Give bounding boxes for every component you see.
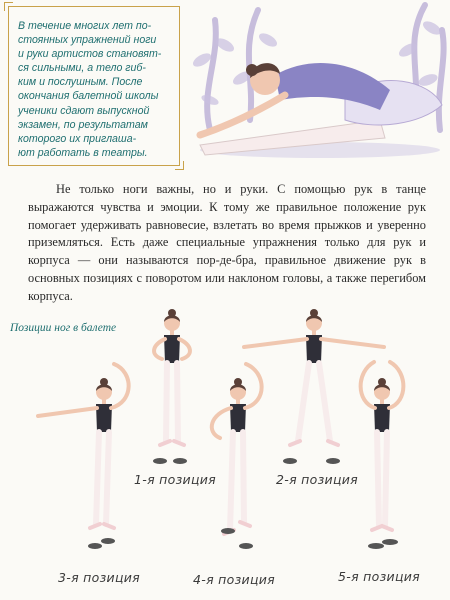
dancer-position-2 (244, 309, 384, 464)
main-paragraph: Не только ноги важны, но и руки. С помощью рук в танце выражаются чувства и эмоции. К тому же правильное положение рук помогает удерживать равновесие, взлетать во время прыжков и уверенно приземляться. Есть даже специальные упражнения только для рук и корпуса — они называются пор-де-бра, правильное движение рук в основных позициях с поворотом или наклоном головы, а также перегибом корпуса. (28, 182, 426, 303)
dancer-position-1 (153, 309, 190, 464)
section-title: Позиции ног в балете (10, 322, 117, 334)
dancer-position-5 (361, 362, 404, 549)
position-label-2: 2-я позиция (276, 472, 358, 487)
intro-line: и руки артистов становят- (18, 48, 162, 61)
intro-line: ся сильными, а тело гиб- (18, 62, 146, 75)
intro-line: В течение многих лет по- (18, 20, 152, 32)
position-label-4: 4-я позиция (193, 572, 275, 587)
intro-line: ким и послушным. После (18, 76, 143, 89)
position-label-1: 1-я позиция (134, 472, 216, 487)
dancer-position-4 (212, 364, 262, 549)
intro-line: экзамен, по результатам (18, 118, 148, 131)
dancer-position-3 (38, 364, 129, 549)
intro-line: ученики сдают выпускной (18, 104, 150, 117)
intro-line: стоянных упражнений ноги (18, 34, 157, 47)
intro-line: ют работать в театры. (18, 146, 148, 159)
position-label-3: 3-я позиция (58, 570, 140, 585)
position-label-5: 5-я позиция (338, 569, 420, 584)
intro-line: которого их приглаша- (18, 132, 137, 145)
intro-line: окончания балетной школы (18, 90, 159, 103)
